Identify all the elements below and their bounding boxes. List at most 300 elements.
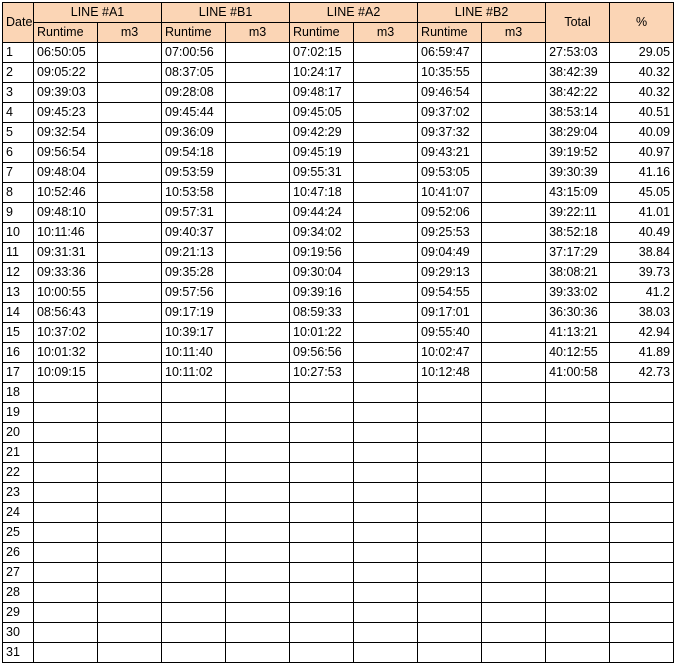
b1-m3-cell[interactable] — [226, 303, 290, 323]
b2-runtime-cell[interactable]: 09:37:02 — [418, 103, 482, 123]
a1-runtime-cell[interactable] — [34, 563, 98, 583]
a2-runtime-cell[interactable]: 10:01:22 — [290, 323, 354, 343]
b2-runtime-cell[interactable]: 09:43:21 — [418, 143, 482, 163]
line-a2-header[interactable]: LINE #A2 — [290, 3, 418, 23]
a1-m3-cell[interactable] — [98, 423, 162, 443]
b2-runtime-cell[interactable]: 09:46:54 — [418, 83, 482, 103]
a2-m3-cell[interactable] — [354, 603, 418, 623]
b2-runtime-cell[interactable] — [418, 423, 482, 443]
a1-runtime-header[interactable]: Runtime — [34, 23, 98, 43]
a1-runtime-cell[interactable]: 09:48:04 — [34, 163, 98, 183]
date-cell[interactable]: 3 — [3, 83, 34, 103]
b1-m3-cell[interactable] — [226, 183, 290, 203]
b2-runtime-cell[interactable] — [418, 583, 482, 603]
date-cell[interactable]: 7 — [3, 163, 34, 183]
a2-runtime-cell[interactable]: 09:45:05 — [290, 103, 354, 123]
a1-runtime-cell[interactable]: 06:50:05 — [34, 43, 98, 63]
total-cell[interactable] — [546, 563, 610, 583]
b1-m3-cell[interactable] — [226, 603, 290, 623]
b2-runtime-cell[interactable]: 09:52:06 — [418, 203, 482, 223]
date-cell[interactable]: 14 — [3, 303, 34, 323]
a2-runtime-cell[interactable]: 09:48:17 — [290, 83, 354, 103]
a2-runtime-cell[interactable] — [290, 583, 354, 603]
date-cell[interactable]: 5 — [3, 123, 34, 143]
a1-runtime-cell[interactable]: 09:05:22 — [34, 63, 98, 83]
a1-runtime-cell[interactable]: 08:56:43 — [34, 303, 98, 323]
b2-m3-cell[interactable] — [482, 203, 546, 223]
a1-runtime-cell[interactable]: 09:56:54 — [34, 143, 98, 163]
total-cell[interactable] — [546, 483, 610, 503]
date-cell[interactable]: 26 — [3, 543, 34, 563]
a1-runtime-cell[interactable] — [34, 423, 98, 443]
date-cell[interactable]: 15 — [3, 323, 34, 343]
b2-runtime-cell[interactable] — [418, 443, 482, 463]
percent-cell[interactable] — [610, 423, 674, 443]
a2-runtime-cell[interactable]: 10:24:17 — [290, 63, 354, 83]
percent-cell[interactable] — [610, 503, 674, 523]
a2-m3-cell[interactable] — [354, 383, 418, 403]
b2-m3-cell[interactable] — [482, 603, 546, 623]
b1-runtime-cell[interactable] — [162, 623, 226, 643]
total-cell[interactable]: 38:42:39 — [546, 63, 610, 83]
a2-runtime-cell[interactable]: 09:55:31 — [290, 163, 354, 183]
a2-runtime-cell[interactable] — [290, 423, 354, 443]
b1-m3-cell[interactable] — [226, 323, 290, 343]
date-cell[interactable]: 18 — [3, 383, 34, 403]
b2-runtime-cell[interactable]: 09:54:55 — [418, 283, 482, 303]
a1-runtime-cell[interactable] — [34, 643, 98, 663]
a2-m3-cell[interactable] — [354, 403, 418, 423]
total-cell[interactable] — [546, 463, 610, 483]
total-cell[interactable]: 41:00:58 — [546, 363, 610, 383]
a2-runtime-cell[interactable]: 09:39:16 — [290, 283, 354, 303]
total-cell[interactable] — [546, 403, 610, 423]
b1-runtime-cell[interactable]: 09:21:13 — [162, 243, 226, 263]
b2-runtime-cell[interactable] — [418, 603, 482, 623]
a1-runtime-cell[interactable] — [34, 583, 98, 603]
b2-m3-cell[interactable] — [482, 323, 546, 343]
date-cell[interactable]: 28 — [3, 583, 34, 603]
percent-cell[interactable]: 40.32 — [610, 83, 674, 103]
percent-cell[interactable]: 40.97 — [610, 143, 674, 163]
b2-m3-cell[interactable] — [482, 223, 546, 243]
a2-runtime-cell[interactable]: 09:56:56 — [290, 343, 354, 363]
b1-m3-cell[interactable] — [226, 203, 290, 223]
b1-runtime-cell[interactable]: 09:57:31 — [162, 203, 226, 223]
a2-runtime-cell[interactable] — [290, 383, 354, 403]
b2-runtime-cell[interactable] — [418, 403, 482, 423]
a1-runtime-cell[interactable]: 09:45:23 — [34, 103, 98, 123]
b1-runtime-cell[interactable] — [162, 443, 226, 463]
date-cell[interactable]: 20 — [3, 423, 34, 443]
a2-runtime-cell[interactable]: 09:44:24 — [290, 203, 354, 223]
percent-cell[interactable]: 38.84 — [610, 243, 674, 263]
b2-runtime-cell[interactable]: 06:59:47 — [418, 43, 482, 63]
percent-cell[interactable] — [610, 543, 674, 563]
b2-m3-cell[interactable] — [482, 43, 546, 63]
percent-cell[interactable] — [610, 603, 674, 623]
b1-m3-cell[interactable] — [226, 83, 290, 103]
a2-m3-cell[interactable] — [354, 263, 418, 283]
b1-m3-cell[interactable] — [226, 343, 290, 363]
b2-m3-cell[interactable] — [482, 643, 546, 663]
b1-runtime-cell[interactable]: 09:45:44 — [162, 103, 226, 123]
date-cell[interactable]: 9 — [3, 203, 34, 223]
a1-runtime-cell[interactable]: 09:33:36 — [34, 263, 98, 283]
a2-m3-cell[interactable] — [354, 83, 418, 103]
date-cell[interactable]: 22 — [3, 463, 34, 483]
a1-m3-cell[interactable] — [98, 303, 162, 323]
total-cell[interactable]: 38:42:22 — [546, 83, 610, 103]
total-cell[interactable] — [546, 503, 610, 523]
a1-m3-cell[interactable] — [98, 263, 162, 283]
total-cell[interactable] — [546, 543, 610, 563]
a1-runtime-cell[interactable]: 09:32:54 — [34, 123, 98, 143]
b2-m3-cell[interactable] — [482, 183, 546, 203]
a2-runtime-cell[interactable] — [290, 643, 354, 663]
total-cell[interactable] — [546, 443, 610, 463]
b2-m3-cell[interactable] — [482, 383, 546, 403]
b2-runtime-cell[interactable]: 09:04:49 — [418, 243, 482, 263]
a2-runtime-cell[interactable]: 09:19:56 — [290, 243, 354, 263]
a2-m3-cell[interactable] — [354, 43, 418, 63]
b1-m3-cell[interactable] — [226, 363, 290, 383]
a1-m3-cell[interactable] — [98, 283, 162, 303]
b2-m3-cell[interactable] — [482, 563, 546, 583]
a2-runtime-cell[interactable]: 07:02:15 — [290, 43, 354, 63]
a1-runtime-cell[interactable] — [34, 403, 98, 423]
percent-cell[interactable]: 41.89 — [610, 343, 674, 363]
b1-runtime-cell[interactable] — [162, 463, 226, 483]
a1-runtime-cell[interactable]: 10:01:32 — [34, 343, 98, 363]
a1-m3-cell[interactable] — [98, 123, 162, 143]
total-cell[interactable] — [546, 423, 610, 443]
b2-m3-cell[interactable] — [482, 423, 546, 443]
a2-runtime-cell[interactable]: 10:47:18 — [290, 183, 354, 203]
a2-m3-cell[interactable] — [354, 63, 418, 83]
a2-m3-header[interactable]: m3 — [354, 23, 418, 43]
a2-m3-cell[interactable] — [354, 123, 418, 143]
total-cell[interactable]: 39:33:02 — [546, 283, 610, 303]
b2-runtime-cell[interactable]: 09:17:01 — [418, 303, 482, 323]
percent-cell[interactable] — [610, 523, 674, 543]
total-cell[interactable] — [546, 583, 610, 603]
b1-m3-cell[interactable] — [226, 563, 290, 583]
b1-runtime-cell[interactable] — [162, 583, 226, 603]
a1-m3-cell[interactable] — [98, 183, 162, 203]
a2-m3-cell[interactable] — [354, 523, 418, 543]
percent-header[interactable]: % — [610, 3, 674, 43]
b2-m3-cell[interactable] — [482, 463, 546, 483]
a2-runtime-header[interactable]: Runtime — [290, 23, 354, 43]
b1-runtime-cell[interactable]: 08:37:05 — [162, 63, 226, 83]
a1-m3-cell[interactable] — [98, 203, 162, 223]
a2-m3-cell[interactable] — [354, 643, 418, 663]
date-cell[interactable]: 29 — [3, 603, 34, 623]
b2-runtime-cell[interactable]: 09:37:32 — [418, 123, 482, 143]
total-cell[interactable]: 38:29:04 — [546, 123, 610, 143]
total-cell[interactable] — [546, 643, 610, 663]
a1-m3-cell[interactable] — [98, 483, 162, 503]
date-cell[interactable]: 4 — [3, 103, 34, 123]
b2-runtime-cell[interactable]: 10:12:48 — [418, 363, 482, 383]
total-cell[interactable]: 37:17:29 — [546, 243, 610, 263]
b1-m3-cell[interactable] — [226, 63, 290, 83]
line-a1-header[interactable]: LINE #A1 — [34, 3, 162, 23]
a1-m3-cell[interactable] — [98, 463, 162, 483]
a1-m3-cell[interactable] — [98, 503, 162, 523]
a2-m3-cell[interactable] — [354, 143, 418, 163]
a1-m3-cell[interactable] — [98, 243, 162, 263]
b1-runtime-cell[interactable]: 07:00:56 — [162, 43, 226, 63]
percent-cell[interactable] — [610, 403, 674, 423]
total-cell[interactable]: 41:13:21 — [546, 323, 610, 343]
a2-runtime-cell[interactable]: 09:30:04 — [290, 263, 354, 283]
a1-m3-cell[interactable] — [98, 143, 162, 163]
b1-m3-cell[interactable] — [226, 383, 290, 403]
a2-m3-cell[interactable] — [354, 243, 418, 263]
a2-m3-cell[interactable] — [354, 183, 418, 203]
total-cell[interactable] — [546, 523, 610, 543]
a1-m3-header[interactable]: m3 — [98, 23, 162, 43]
b2-runtime-cell[interactable] — [418, 503, 482, 523]
a1-runtime-cell[interactable]: 09:31:31 — [34, 243, 98, 263]
a1-m3-cell[interactable] — [98, 563, 162, 583]
b2-runtime-cell[interactable] — [418, 623, 482, 643]
b1-m3-cell[interactable] — [226, 123, 290, 143]
line-b1-header[interactable]: LINE #B1 — [162, 3, 290, 23]
date-cell[interactable]: 24 — [3, 503, 34, 523]
a1-m3-cell[interactable] — [98, 223, 162, 243]
b2-runtime-cell[interactable] — [418, 523, 482, 543]
a2-m3-cell[interactable] — [354, 423, 418, 443]
percent-cell[interactable]: 45.05 — [610, 183, 674, 203]
date-cell[interactable]: 23 — [3, 483, 34, 503]
b1-runtime-cell[interactable] — [162, 423, 226, 443]
date-cell[interactable]: 12 — [3, 263, 34, 283]
a2-m3-cell[interactable] — [354, 503, 418, 523]
date-cell[interactable]: 11 — [3, 243, 34, 263]
a2-runtime-cell[interactable]: 10:27:53 — [290, 363, 354, 383]
a1-m3-cell[interactable] — [98, 363, 162, 383]
b1-m3-header[interactable]: m3 — [226, 23, 290, 43]
total-cell[interactable] — [546, 603, 610, 623]
total-cell[interactable]: 39:22:11 — [546, 203, 610, 223]
b2-runtime-cell[interactable]: 10:02:47 — [418, 343, 482, 363]
total-cell[interactable] — [546, 383, 610, 403]
b1-runtime-cell[interactable]: 09:40:37 — [162, 223, 226, 243]
b2-m3-cell[interactable] — [482, 403, 546, 423]
date-cell[interactable]: 2 — [3, 63, 34, 83]
b1-runtime-cell[interactable]: 09:28:08 — [162, 83, 226, 103]
b1-m3-cell[interactable] — [226, 623, 290, 643]
b2-runtime-cell[interactable] — [418, 643, 482, 663]
b1-runtime-cell[interactable] — [162, 563, 226, 583]
b2-m3-cell[interactable] — [482, 343, 546, 363]
a2-m3-cell[interactable] — [354, 283, 418, 303]
b2-m3-cell[interactable] — [482, 583, 546, 603]
b1-m3-cell[interactable] — [226, 223, 290, 243]
date-cell[interactable]: 21 — [3, 443, 34, 463]
percent-cell[interactable]: 42.73 — [610, 363, 674, 383]
b1-runtime-cell[interactable]: 10:53:58 — [162, 183, 226, 203]
total-cell[interactable]: 39:30:39 — [546, 163, 610, 183]
date-cell[interactable]: 6 — [3, 143, 34, 163]
b2-runtime-cell[interactable]: 10:35:55 — [418, 63, 482, 83]
a2-runtime-cell[interactable] — [290, 483, 354, 503]
percent-cell[interactable]: 40.09 — [610, 123, 674, 143]
total-cell[interactable]: 27:53:03 — [546, 43, 610, 63]
a1-runtime-cell[interactable] — [34, 543, 98, 563]
b1-m3-cell[interactable] — [226, 523, 290, 543]
a2-runtime-cell[interactable] — [290, 443, 354, 463]
b1-m3-cell[interactable] — [226, 643, 290, 663]
a1-runtime-cell[interactable] — [34, 483, 98, 503]
a2-runtime-cell[interactable] — [290, 623, 354, 643]
a2-m3-cell[interactable] — [354, 163, 418, 183]
a2-runtime-cell[interactable] — [290, 403, 354, 423]
date-cell[interactable]: 8 — [3, 183, 34, 203]
a2-runtime-cell[interactable] — [290, 463, 354, 483]
b1-m3-cell[interactable] — [226, 403, 290, 423]
b1-m3-cell[interactable] — [226, 423, 290, 443]
percent-cell[interactable]: 40.49 — [610, 223, 674, 243]
a1-m3-cell[interactable] — [98, 103, 162, 123]
date-cell[interactable]: 17 — [3, 363, 34, 383]
b2-m3-cell[interactable] — [482, 123, 546, 143]
a1-m3-cell[interactable] — [98, 603, 162, 623]
b1-runtime-cell[interactable]: 09:57:56 — [162, 283, 226, 303]
total-cell[interactable]: 36:30:36 — [546, 303, 610, 323]
b2-m3-cell[interactable] — [482, 263, 546, 283]
a1-m3-cell[interactable] — [98, 63, 162, 83]
b2-runtime-cell[interactable] — [418, 463, 482, 483]
a1-runtime-cell[interactable] — [34, 503, 98, 523]
b2-m3-cell[interactable] — [482, 283, 546, 303]
a1-runtime-cell[interactable]: 09:39:03 — [34, 83, 98, 103]
a2-m3-cell[interactable] — [354, 323, 418, 343]
percent-cell[interactable] — [610, 443, 674, 463]
b2-m3-cell[interactable] — [482, 623, 546, 643]
a1-runtime-cell[interactable] — [34, 443, 98, 463]
b2-m3-cell[interactable] — [482, 483, 546, 503]
b2-m3-cell[interactable] — [482, 443, 546, 463]
a2-runtime-cell[interactable]: 09:45:19 — [290, 143, 354, 163]
total-header[interactable]: Total — [546, 3, 610, 43]
date-cell[interactable]: 13 — [3, 283, 34, 303]
a2-runtime-cell[interactable] — [290, 563, 354, 583]
b2-m3-cell[interactable] — [482, 63, 546, 83]
b1-m3-cell[interactable] — [226, 243, 290, 263]
b2-runtime-cell[interactable] — [418, 563, 482, 583]
a1-runtime-cell[interactable]: 10:09:15 — [34, 363, 98, 383]
b1-runtime-cell[interactable]: 09:53:59 — [162, 163, 226, 183]
b2-runtime-cell[interactable]: 09:55:40 — [418, 323, 482, 343]
date-cell[interactable]: 25 — [3, 523, 34, 543]
b1-runtime-cell[interactable]: 10:39:17 — [162, 323, 226, 343]
a1-runtime-cell[interactable]: 10:00:55 — [34, 283, 98, 303]
percent-cell[interactable] — [610, 463, 674, 483]
a2-m3-cell[interactable] — [354, 343, 418, 363]
date-cell[interactable]: 27 — [3, 563, 34, 583]
b1-m3-cell[interactable] — [226, 143, 290, 163]
b2-runtime-cell[interactable] — [418, 543, 482, 563]
b1-runtime-cell[interactable]: 09:17:19 — [162, 303, 226, 323]
b2-m3-cell[interactable] — [482, 83, 546, 103]
percent-cell[interactable]: 41.16 — [610, 163, 674, 183]
total-cell[interactable]: 39:19:52 — [546, 143, 610, 163]
a1-m3-cell[interactable] — [98, 403, 162, 423]
b2-m3-cell[interactable] — [482, 143, 546, 163]
percent-cell[interactable]: 41.01 — [610, 203, 674, 223]
b1-m3-cell[interactable] — [226, 263, 290, 283]
a1-runtime-cell[interactable] — [34, 523, 98, 543]
a1-m3-cell[interactable] — [98, 323, 162, 343]
b1-m3-cell[interactable] — [226, 163, 290, 183]
b2-m3-cell[interactable] — [482, 103, 546, 123]
a1-m3-cell[interactable] — [98, 583, 162, 603]
b2-m3-cell[interactable] — [482, 543, 546, 563]
b1-runtime-cell[interactable]: 09:35:28 — [162, 263, 226, 283]
a2-m3-cell[interactable] — [354, 443, 418, 463]
total-cell[interactable]: 38:08:21 — [546, 263, 610, 283]
b2-runtime-cell[interactable]: 09:53:05 — [418, 163, 482, 183]
percent-cell[interactable]: 40.51 — [610, 103, 674, 123]
date-cell[interactable]: 31 — [3, 643, 34, 663]
a2-m3-cell[interactable] — [354, 203, 418, 223]
a1-m3-cell[interactable] — [98, 343, 162, 363]
a2-m3-cell[interactable] — [354, 583, 418, 603]
percent-cell[interactable] — [610, 383, 674, 403]
a2-m3-cell[interactable] — [354, 623, 418, 643]
percent-cell[interactable]: 38.03 — [610, 303, 674, 323]
a1-runtime-cell[interactable]: 10:11:46 — [34, 223, 98, 243]
b1-runtime-cell[interactable]: 09:36:09 — [162, 123, 226, 143]
a1-m3-cell[interactable] — [98, 523, 162, 543]
a2-runtime-cell[interactable]: 09:34:02 — [290, 223, 354, 243]
b2-runtime-cell[interactable]: 10:41:07 — [418, 183, 482, 203]
b2-runtime-cell[interactable] — [418, 383, 482, 403]
b1-runtime-cell[interactable]: 09:54:18 — [162, 143, 226, 163]
a1-runtime-cell[interactable] — [34, 623, 98, 643]
line-b2-header[interactable]: LINE #B2 — [418, 3, 546, 23]
a2-m3-cell[interactable] — [354, 563, 418, 583]
b2-runtime-cell[interactable]: 09:29:13 — [418, 263, 482, 283]
a1-runtime-cell[interactable]: 10:37:02 — [34, 323, 98, 343]
b2-runtime-cell[interactable]: 09:25:53 — [418, 223, 482, 243]
date-cell[interactable]: 30 — [3, 623, 34, 643]
percent-cell[interactable] — [610, 623, 674, 643]
b1-runtime-header[interactable]: Runtime — [162, 23, 226, 43]
percent-cell[interactable] — [610, 643, 674, 663]
a2-runtime-cell[interactable]: 09:42:29 — [290, 123, 354, 143]
a1-m3-cell[interactable] — [98, 383, 162, 403]
a2-runtime-cell[interactable] — [290, 543, 354, 563]
a1-m3-cell[interactable] — [98, 643, 162, 663]
b1-m3-cell[interactable] — [226, 443, 290, 463]
b2-m3-cell[interactable] — [482, 503, 546, 523]
percent-cell[interactable] — [610, 583, 674, 603]
b1-runtime-cell[interactable] — [162, 643, 226, 663]
total-cell[interactable]: 43:15:09 — [546, 183, 610, 203]
a2-m3-cell[interactable] — [354, 543, 418, 563]
total-cell[interactable]: 38:53:14 — [546, 103, 610, 123]
date-cell[interactable]: 19 — [3, 403, 34, 423]
a1-m3-cell[interactable] — [98, 163, 162, 183]
b2-m3-cell[interactable] — [482, 243, 546, 263]
a1-m3-cell[interactable] — [98, 83, 162, 103]
b1-m3-cell[interactable] — [226, 463, 290, 483]
